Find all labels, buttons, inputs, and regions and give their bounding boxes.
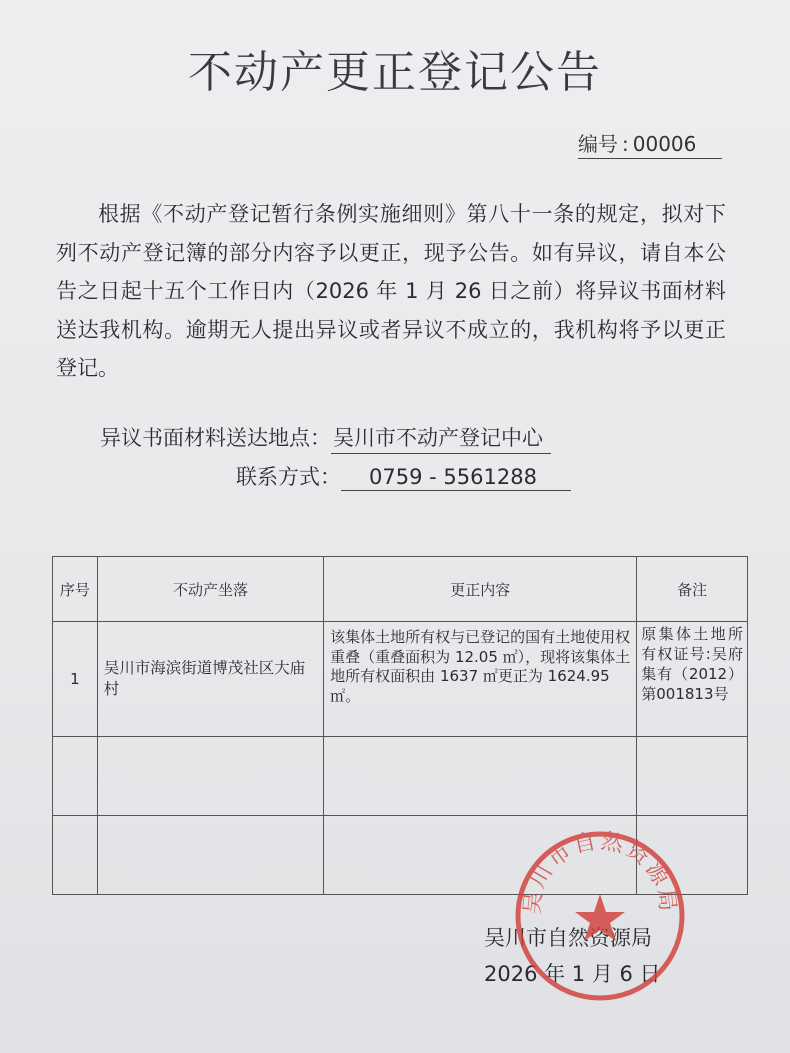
page-title: 不动产更正登记公告 xyxy=(188,47,602,98)
empty-cell xyxy=(637,737,748,816)
issue-date: 2026 年 1 月 6 日 xyxy=(484,962,661,986)
table-header-row xyxy=(53,557,748,622)
table-row-empty xyxy=(53,737,748,816)
cell-location: 吴川市海滨街道博茂社区大庙村 xyxy=(97,622,323,737)
empty-cell xyxy=(324,737,637,816)
empty-cell xyxy=(53,816,98,895)
cell-note: 原集体土地所有权证号:吴府集有（2012）第001813号 xyxy=(637,622,748,737)
objection-address-value: 吴川市不动产登记中心 xyxy=(331,422,551,454)
contact-row xyxy=(236,461,571,491)
document-number xyxy=(578,128,722,159)
document-number-label: 编号 xyxy=(578,132,618,156)
contact-label: 联系方式： xyxy=(236,465,341,489)
header-note: 备注 xyxy=(637,557,748,622)
contact-value: 0759 - 5561288 xyxy=(341,465,571,491)
header-location: 不动产坐落 xyxy=(97,557,323,622)
document-number-colon: : xyxy=(622,132,629,156)
document-number-value: 00006 xyxy=(632,132,697,156)
cell-no: 1 xyxy=(53,622,98,737)
header-content: 更正内容 xyxy=(324,557,637,622)
cell-content: 该集体土地所有权与已登记的国有土地使用权重叠（重叠面积为 12.05 ㎡），现将该集体土地所有权面积由 1637 ㎡更正为 1624.95 ㎡。 xyxy=(324,622,637,737)
table-row xyxy=(53,622,748,737)
empty-cell xyxy=(97,737,323,816)
header-no: 序号 xyxy=(53,557,98,622)
notice-body-text: 根据《不动产登记暂行条例实施细则》第八十一条的规定，拟对下列不动产登记簿的部分内容予以更正，现予公告。如有异议，请自本公告之日起十五个工作日内（2026 年 1 月 26 日之前）将异议书面材料送达我机构。逾期无人提出异议或者异议不成立的，我机构将予以更正登记。 xyxy=(56,202,726,380)
objection-address-label: 异议书面材料送达地点： xyxy=(100,426,331,450)
seal-text: 吴川市自然资源局 xyxy=(520,828,680,916)
empty-cell xyxy=(97,816,323,895)
empty-cell xyxy=(53,737,98,816)
objection-address-row xyxy=(100,422,551,454)
official-seal-icon xyxy=(512,828,688,1004)
issuer-name: 吴川市自然资源局 xyxy=(484,926,652,950)
